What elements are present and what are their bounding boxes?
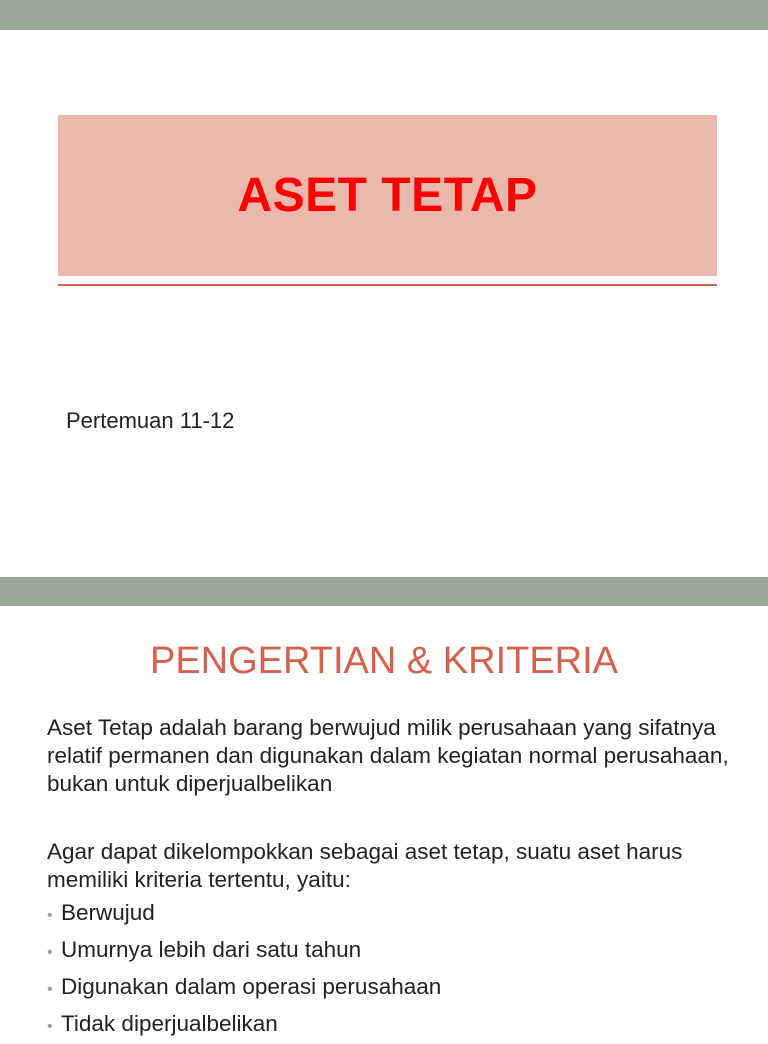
slide-separator-band xyxy=(0,577,768,606)
criteria-list xyxy=(47,896,441,1044)
title-divider xyxy=(58,284,717,286)
title-box xyxy=(58,115,717,276)
bullet-icon: • xyxy=(47,944,53,961)
top-band xyxy=(0,0,768,30)
slide-title: ASET TETAP xyxy=(237,169,538,222)
bullet-icon: • xyxy=(47,981,53,998)
list-item xyxy=(47,933,441,970)
title-slide xyxy=(0,30,768,577)
list-item-text: Berwujud xyxy=(61,900,155,925)
criteria-intro-paragraph: Agar dapat dikelompokkan sebagai aset tetap, suatu aset harus memiliki kriteria tertentu, yaitu: xyxy=(47,839,683,892)
definition-paragraph: Aset Tetap adalah barang berwujud milik perusahaan yang sifatnya relatif permanen dan digunakan dalam kegiatan normal perusahaan, bukan untuk diperjualbelikan xyxy=(47,715,729,796)
list-item xyxy=(47,1007,441,1044)
section-heading: PENGERTIAN & KRITERIA xyxy=(149,640,619,682)
slide-subtitle: Pertemuan 11-12 xyxy=(66,408,235,433)
content-slide xyxy=(0,606,768,1036)
list-item-text: Tidak diperjualbelikan xyxy=(61,1011,278,1036)
list-item-text: Umurnya lebih dari satu tahun xyxy=(61,937,362,962)
list-item xyxy=(47,970,441,1007)
list-item xyxy=(47,896,441,933)
bullet-icon: • xyxy=(47,907,53,924)
bullet-icon: • xyxy=(47,1018,53,1035)
list-item-text: Digunakan dalam operasi perusahaan xyxy=(61,974,442,999)
